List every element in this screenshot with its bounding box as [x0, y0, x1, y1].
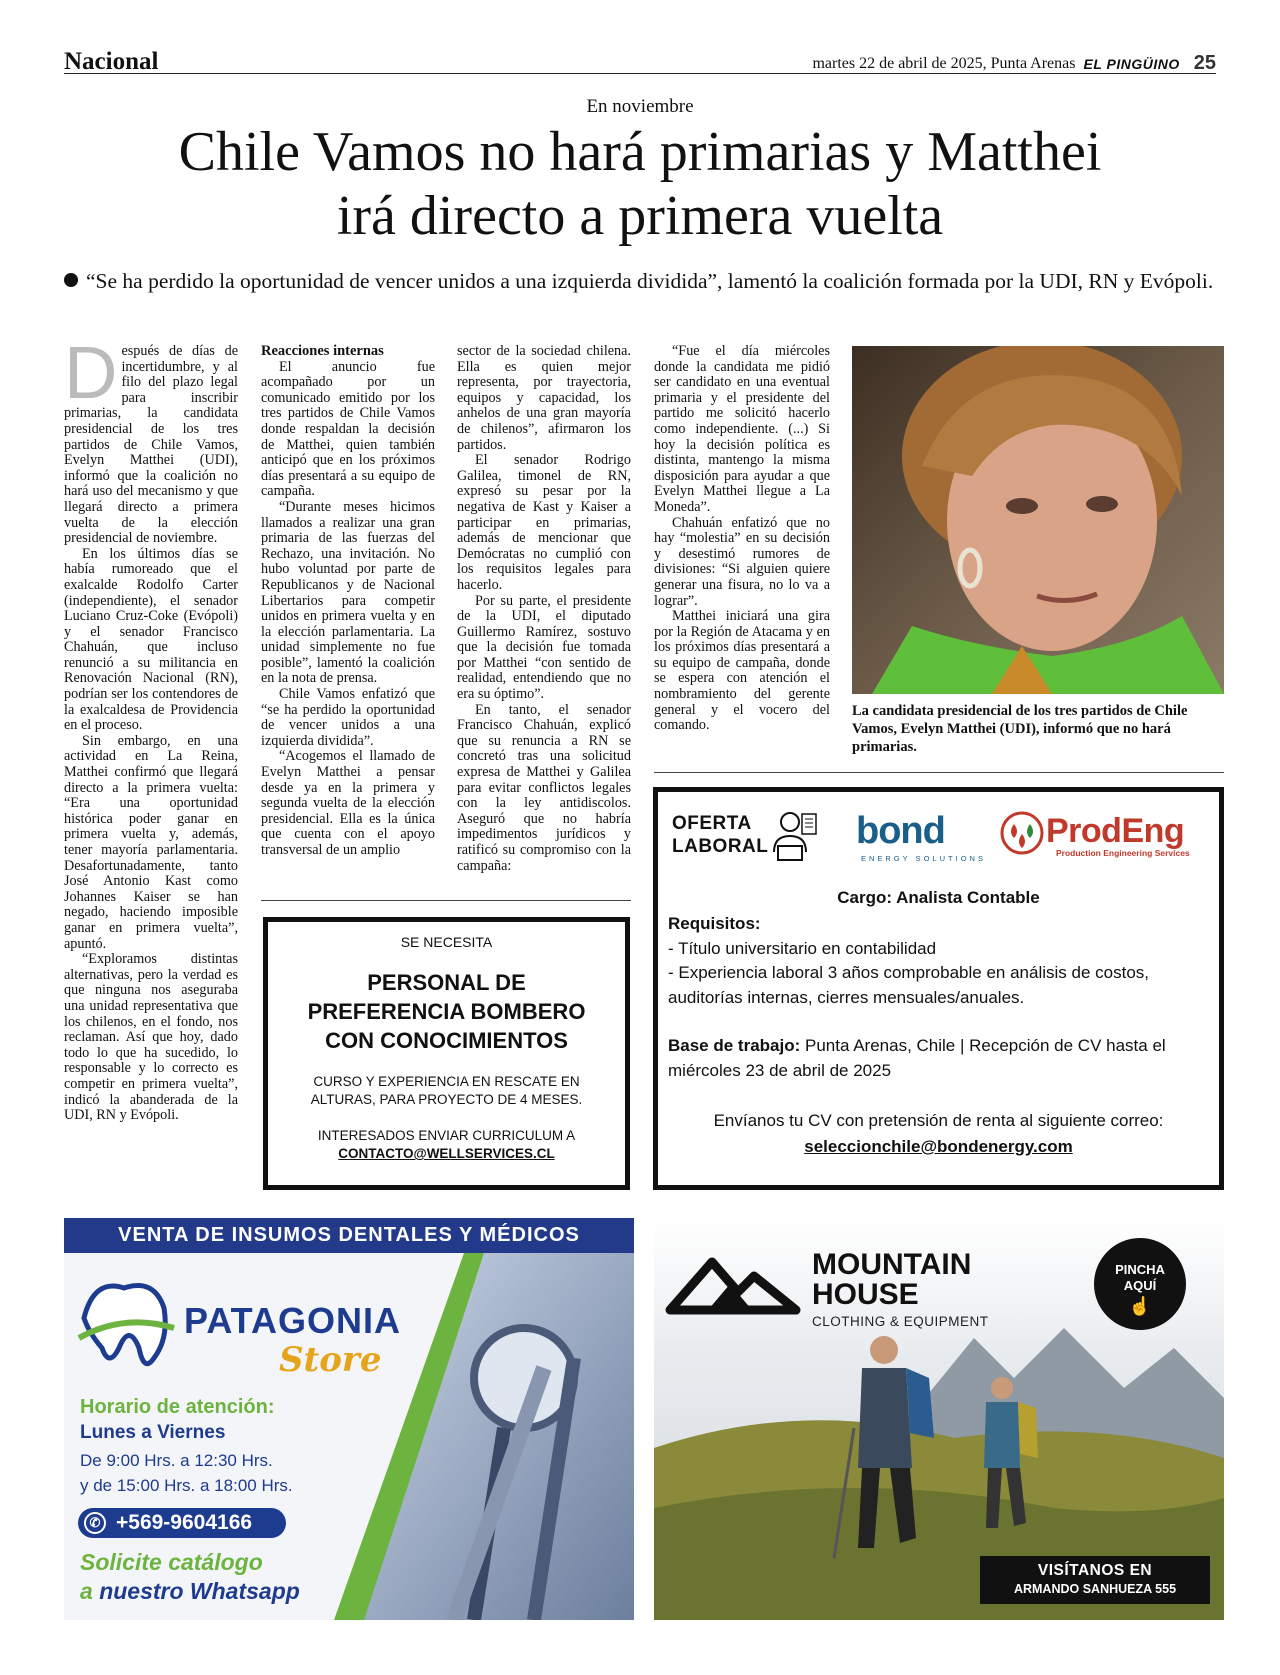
job-applicant-icon [770, 808, 818, 862]
paragraph: En tanto, el senador Francisco Chahuán, explicó que su renuncia a RN se concretó tras una solicitud expresa de Matthei y Galilea para evitar conflictos legales con la ley antidiscolos. Aseguró que no habría impedimentos jurídicos y ratificó su compromiso con la campaña: [457, 701, 631, 874]
article-headline [60, 120, 1220, 248]
paragraph: “Exploramos distintas alternativas, pero la verdad es que ninguna nos aseguraba una unidad representativa que los chilenos, en el fondo, nos reclaman. Así que hoy, dado todo lo que ha sucedido, lo responsable y lo correcto es competir en primera vuelta”, indicó la abanderada de la UDI, RN y Evópoli. [64, 951, 238, 1124]
hours [80, 1448, 293, 1498]
ad-banner: VENTA DE INSUMOS DENTALES Y MÉDICOS [64, 1218, 634, 1253]
date-place: martes 22 de abril de 2025, Punta Arenas [812, 54, 1076, 72]
hours-heading: Horario de atención: [80, 1396, 275, 1418]
bond-logo-sub: ENERGY SOLUTIONS [861, 854, 986, 863]
page-number: 25 [1193, 52, 1216, 74]
phone-button[interactable] [78, 1508, 286, 1538]
job-details [668, 912, 1213, 1083]
paragraph: El anuncio fue acompañado por un comunicado emitido por los tres partidos de Chile Vamos donde respaldan la decisión de Matthei, quien también anticipó que en los próximos días presentará a su equipo de campaña. [261, 358, 435, 500]
oferta-label-line: OFERTA [672, 813, 752, 834]
divider [261, 900, 631, 901]
pointer-hand-icon: ☝ [1128, 1296, 1152, 1316]
paragraph: espués de días de incertidumbre, y al filo del plazo legal para inscribir primarias, la candidata presidencial de los tres partidos de Chile Vamos, Evelyn Matthei (UDI), informó que la coalición no hará uso del mecanismo y que llegará directo a primera vuelta de la elección presidencial de noviembre. [64, 343, 238, 547]
lead-text: “Se ha perdido la oportunidad de vencer unidos a una izquierda dividida”, lamentó la coalición formada por la UDI, RN y Evópoli. [86, 269, 1214, 293]
ad-desc-line: CURSO Y EXPERIENCIA EN RESCATE EN [313, 1074, 580, 1089]
ad-contact [268, 1127, 625, 1163]
photo-caption: La candidata presidencial de los tres partidos de Chile Vamos, Evelyn Matthei (UDI), informó que no hará primarias. [852, 703, 1188, 755]
page-header [64, 46, 1216, 74]
hours-line: y de 15:00 Hrs. a 18:00 Hrs. [80, 1476, 293, 1495]
article-column-4 [654, 344, 830, 734]
newspaper-logo: EL PINGÜINO [1083, 55, 1180, 72]
oferta-label [672, 812, 768, 858]
article-lead [64, 268, 1216, 295]
prodeng-drops-icon [1000, 810, 1044, 856]
cta-line [80, 1577, 300, 1606]
send-cv-text: Envíanos tu CV con pretensión de renta al siguiente correo: [713, 1111, 1164, 1130]
ad-patagonia-store[interactable] [64, 1218, 634, 1620]
ad-email-link[interactable]: CONTACTO@WELLSERVICES.CL [338, 1146, 555, 1161]
visit-line: VISÍTANOS EN [1037, 1562, 1153, 1579]
oferta-label-line: LABORAL [672, 836, 769, 857]
drop-cap: D [64, 331, 118, 414]
matthei-photo [852, 346, 1224, 694]
ad-title-line: PERSONAL DE [367, 970, 526, 995]
dateline [812, 52, 1216, 75]
divider [654, 772, 1224, 773]
section-name: Nacional [64, 48, 159, 75]
prodeng-logo-sub: Production Engineering Services [1056, 848, 1190, 858]
paragraph: Chahuán enfatizó que no hay “molestia” en su decisión y desestimó rumores de divisiones: “Si alguien quiere generar una fisura, no lo va a lograr”. [654, 514, 830, 609]
article-column-3 [457, 344, 631, 874]
paragraph: “Acogemos el llamado de Evelyn Matthei a pensar desde ya en la primera y segunda vuelta de la elección presidencial. Ella es la única que cuenta con el apoyo transversal de un amplio [261, 748, 435, 858]
whatsapp-icon: ✆ [84, 1512, 106, 1534]
bullet-icon [64, 273, 78, 287]
click-here-button[interactable] [1094, 1238, 1186, 1330]
brand-line: HOUSE [812, 1278, 919, 1311]
work-base-text: Punta Arenas, Chile | Recepción de CV hasta el miércoles 23 de abril de 2025 [668, 1036, 1166, 1080]
ad-mountain-house[interactable] [654, 1218, 1224, 1620]
bond-logo: bond [856, 810, 945, 852]
paragraph: Matthei iniciará una gira por la Región de Atacama y en los próximos días presentará a su equipo de campaña, donde se espera con atención el nombramiento del gerente general y el vocero del comando. [654, 608, 830, 734]
paragraph: Chile Vamos enfatizó que “se ha perdido la oportunidad de vencer unidos a una izquierda dividida”. [261, 686, 435, 749]
work-base-label: Base de trabajo: [668, 1036, 801, 1055]
paragraph: En los últimos días se había rumoreado que el exalcalde Rodolfo Carter (independiente), el senador Luciano Cruz-Coke (Evópoli) y el senador Francisco Chahuán, que incluso renunció a su militancia en Renovación Nacional (RN), podrían ser los contendores de la exalcaldesa de Providencia en el proceso. [64, 545, 238, 734]
mountain-house-logo [812, 1250, 971, 1310]
brand-line: MOUNTAIN [812, 1248, 972, 1281]
days: Lunes a Viernes [80, 1422, 226, 1443]
hours-line: De 9:00 Hrs. a 12:30 Hrs. [80, 1451, 273, 1470]
cta-whatsapp: nuestro Whatsapp [99, 1578, 300, 1604]
visit-address-line: ARMANDO SANHUEZA 555 [1013, 1582, 1177, 1596]
paragraph: Sin embargo, en una actividad en La Reina, Matthei confirmó que llegará directo a la primera vuelta: “Era una oportunidad histórica poder ganar en primera vuelta y, además, tener mayoría parlamentaria. Desafortunadamente, tanto José Antonio Kast como Johannes Kaiser se han negado, haciendo imposible ganar en primera vuelta”, apuntó. [64, 732, 238, 952]
ad-contact-line: INTERESADOS ENVIAR CURRICULUM A [317, 1128, 576, 1143]
paragraph: “Durante meses hicimos llamados a realizar una gran primaria de las fuerzas del Rechazo, una invitación. No hubo voluntad por parte de Republicanos y de Nacional Libertarios para competir unidos en primera vuelta y en la elección parlamentaria. La unidad simplemente no fue posible”, lamentó la coalición en la nota de prensa. [261, 498, 435, 687]
ad-bombero[interactable] [263, 917, 630, 1190]
requirement-item: - Experiencia laboral 3 años comprobable en análisis de costos, auditorías internas, cierres mensuales/anuales. [668, 963, 1149, 1007]
button-line: AQUÍ [1123, 1278, 1157, 1293]
work-base [668, 1034, 1213, 1083]
patagonia-logo: PATAGONIA [184, 1300, 401, 1341]
ad-description [268, 1073, 625, 1109]
ad-kicker: SE NECESITA [400, 934, 493, 950]
headline-line-2: irá directo a primera vuelta [336, 185, 944, 247]
article-column-1 [64, 331, 238, 1124]
headline-line-1: Chile Vamos no hará primarias y Matthei [178, 121, 1102, 183]
cta-line: Solicite catálogo [80, 1549, 263, 1575]
prodeng-logo: ProdEng [1046, 812, 1185, 850]
paragraph: El senador Rodrigo Galilea, timonel de RN, expresó su pesar por la negativa de Kast y Kaiser a participar en primarias, además de mencionar que Demócratas no cumplió con los requisitos legales para hacerlo. [457, 452, 631, 593]
paragraph: sector de la sociedad chilena. Ella es quien mejor representa, por trayectoria, equipos y capacidad, los anhelos de una gran mayoría de chilenos”, afirmaron los partidos. [457, 343, 631, 453]
ad-title [268, 968, 625, 1055]
article-column-2 [261, 344, 435, 859]
brand-subtitle: CLOTHING & EQUIPMENT [812, 1314, 989, 1329]
store-logo: Store [279, 1340, 382, 1380]
subheading: Reacciones internas [261, 343, 384, 359]
send-cv [658, 1108, 1219, 1160]
job-position: Cargo: Analista Contable [837, 888, 1040, 907]
phone-number: +569-9604166 [116, 1511, 253, 1534]
portrait-illustration [852, 346, 1224, 694]
cta-word: a [80, 1578, 93, 1604]
visit-address [980, 1556, 1210, 1604]
ad-title-line: CON CONOCIMIENTOS [325, 1028, 568, 1053]
ad-oferta-laboral[interactable] [653, 787, 1224, 1190]
paragraph: Por su parte, el presidente de la UDI, el diputado Guillermo Ramírez, sostuvo que la decisión fue tomada por Matthei “con sentido de realidad, entendiendo que no era su óptimo”. [457, 592, 631, 703]
catalog-cta [80, 1548, 300, 1606]
cv-email-link[interactable]: seleccionchile@bondenergy.com [804, 1137, 1073, 1156]
ad-desc-line: ALTURAS, PARA PROYECTO DE 4 MESES. [310, 1092, 583, 1107]
requirement-item: - Título universitario en contabilidad [668, 938, 937, 958]
article-kicker: En noviembre [586, 96, 694, 117]
paragraph: “Fue el día miércoles donde la candidata me pidió ser candidato en una eventual primaria y el presidente del partido me solicitó hacerlo como independiente. (...) Si hoy la decisión política es distinta, mantengo la misma disposición para ayudar a que Evelyn Matthei llegue a La Moneda”. [654, 343, 830, 515]
requirements-heading: Requisitos: [668, 914, 761, 933]
ad-title-line: PREFERENCIA BOMBERO [307, 999, 586, 1024]
button-line: PINCHA [1115, 1262, 1165, 1277]
